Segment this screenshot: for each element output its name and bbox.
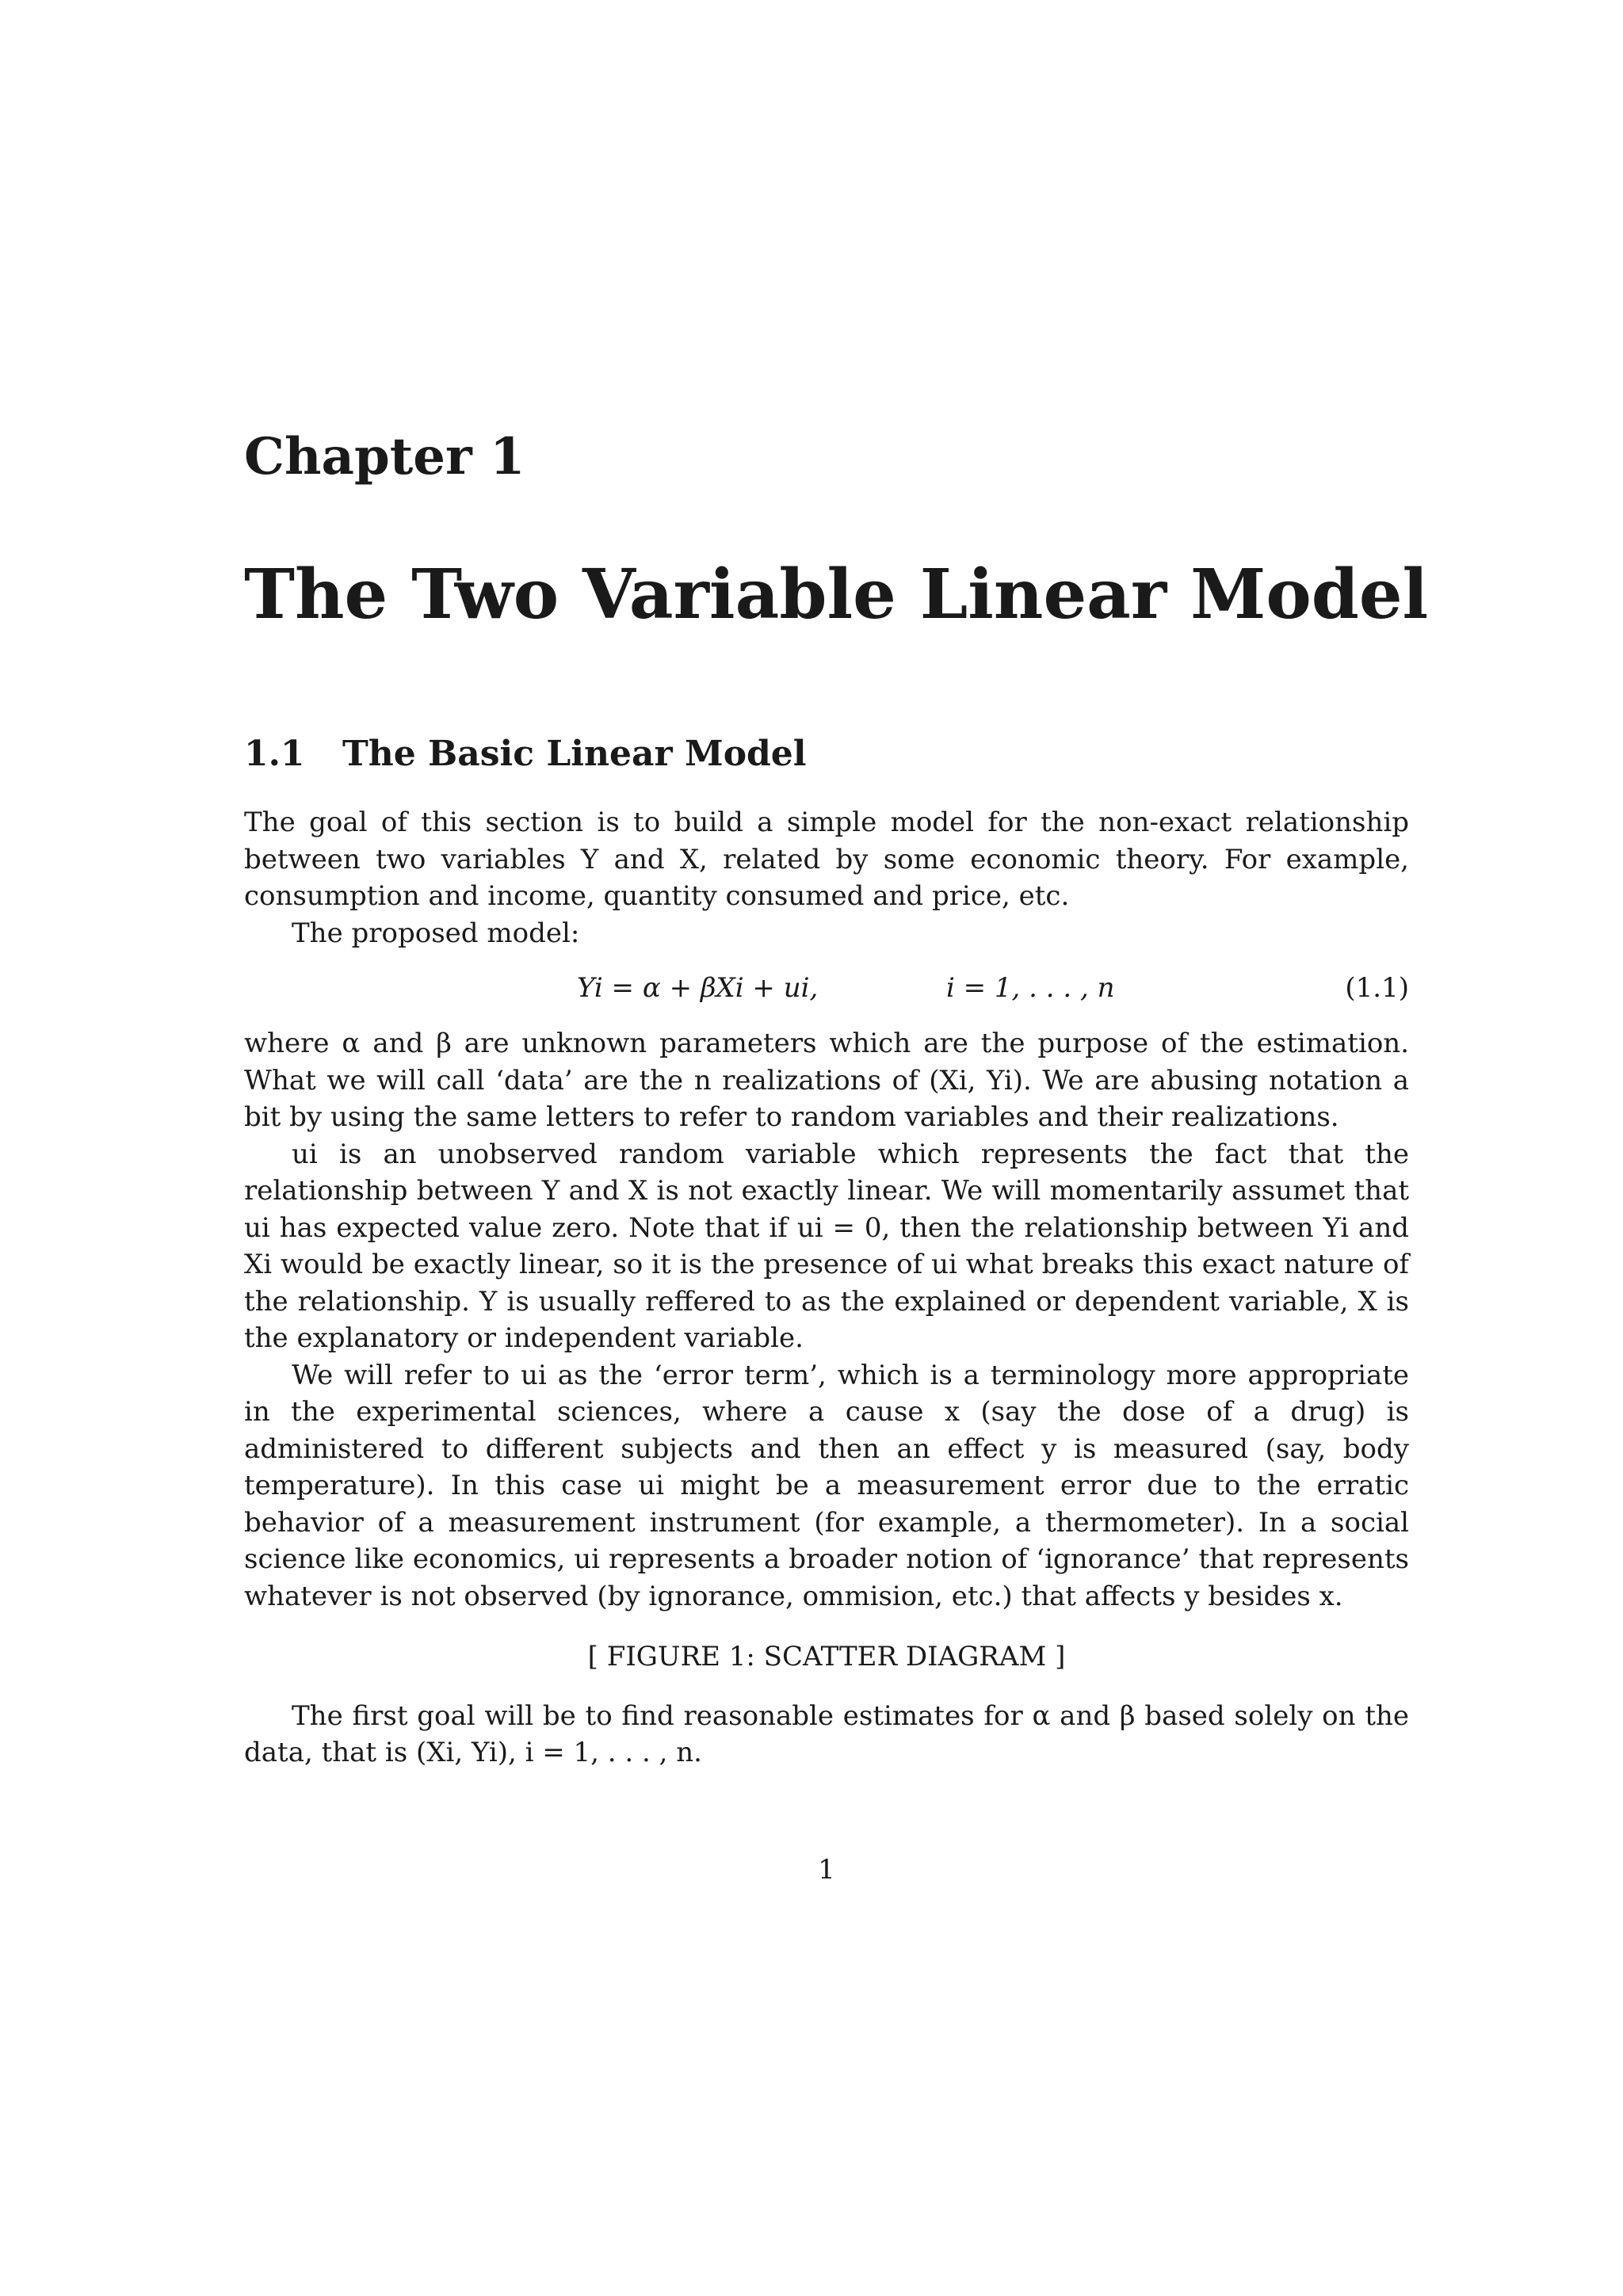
section-heading (244, 734, 807, 774)
paragraph-1: The goal of this section is to build a simple model for the non-exact relationship between two variables Y and X, related by some economic theory. For example, consumption and income, quantity consumed and price, etc. (244, 807, 1409, 912)
equation-body (577, 952, 1115, 1025)
equation-number: (1.1) (1345, 972, 1409, 1004)
equation-1-1 (244, 952, 1409, 1025)
section-title: The Basic Linear Model (342, 734, 807, 774)
paragraph-5: We will refer to ui as the ‘error term’, which is a terminology more appropriate in the experimental sciences, where a cause x (say the dose of a drug) is administered to different subjects and then an effect y is measured (say, body temperature). In this case ui might be a measurement error due to the erratic behavior of a measurement instrument (for example, a thermometer). In a social science like economics, ui represents a broader notion of ‘ignorance’ that represents whatever is not observed (by ignorance, ommision, etc.) that affects y besides x. (244, 1359, 1409, 1612)
equation-expression: Yi = α + βXi + ui, (577, 972, 819, 1004)
chapter-title: The Two Variable Linear Model (244, 555, 1429, 635)
chapter-label: Chapter 1 (244, 427, 525, 486)
equation-range: i = 1, . . . , n (945, 972, 1115, 1004)
paragraph-3: where α and β are unknown parameters which are the purpose of the estimation. What we will call ‘data’ are the n realizations of (Xi, Yi). We are abusing notation a bit by using the same letters to refer to random variables and their realizations. (244, 1028, 1409, 1133)
page-number: 1 (818, 1854, 835, 1886)
body-text (244, 804, 1409, 1772)
section-number: 1.1 (244, 734, 305, 774)
paragraph-6: The first goal will be to find reasonable estimates for α and β based solely on the data, that is (Xi, Yi), i = 1, . . . , n. (244, 1699, 1409, 1768)
paragraph-2: The proposed model: (292, 917, 580, 949)
figure-placeholder: [ FIGURE 1: SCATTER DIAGRAM ] (587, 1641, 1066, 1672)
paragraph-4: ui is an unobserved random variable which represents the fact that the relationship between Y and X is not exactly linear. We will momentarily assumet that ui has expected value zero. Note that if ui = 0, then the relationship between Yi and Xi would be exactly linear, so it is the presence of ui what breaks this exact nature of the relationship. Y is usually reffered to as the explained or dependent variable, X is the explanatory or independent variable. (244, 1138, 1409, 1354)
